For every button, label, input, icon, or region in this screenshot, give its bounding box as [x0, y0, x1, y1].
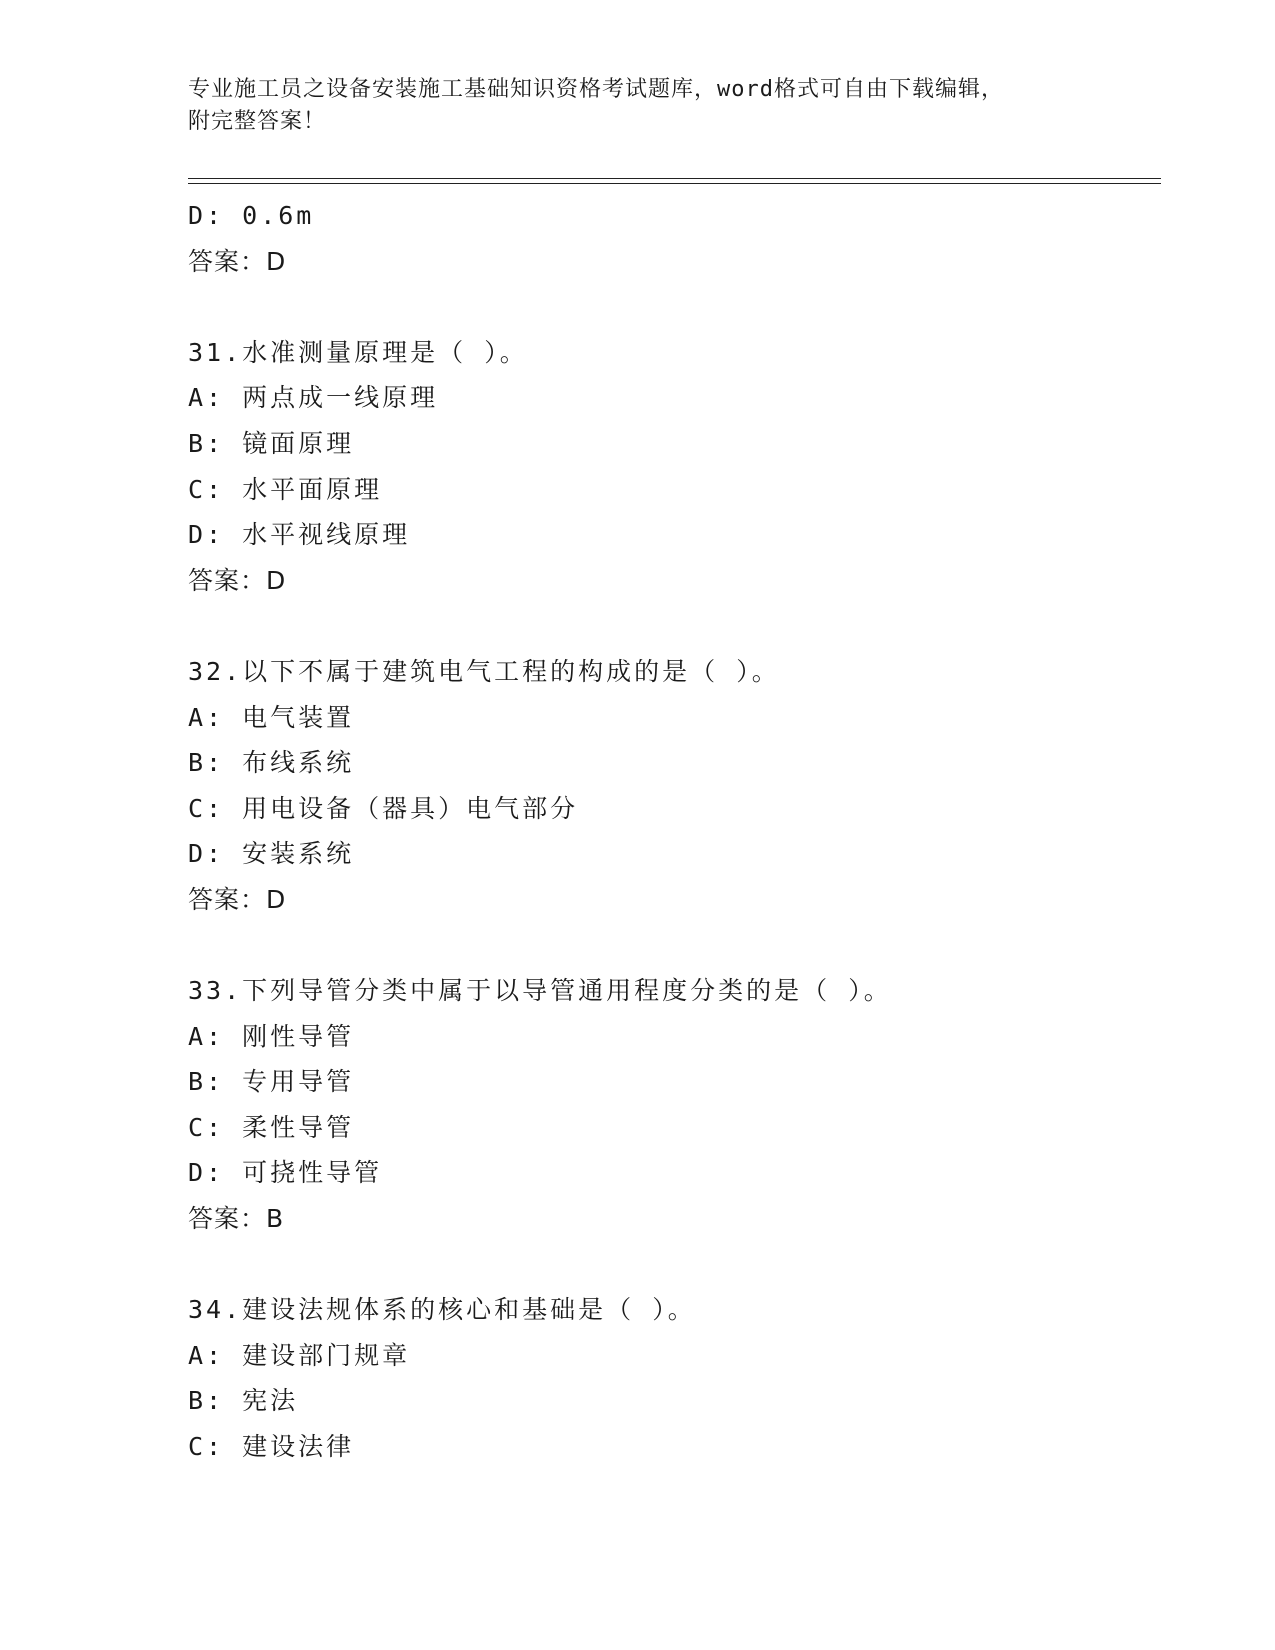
option-b: B: 镜面原理	[188, 428, 355, 458]
question-32	[188, 649, 1161, 923]
option-a: A: 建设部门规章	[188, 1340, 411, 1370]
option-a: A: 两点成一线原理	[188, 383, 439, 413]
header-divider-top	[188, 178, 1161, 179]
question-text: 34.建设法规体系的核心和基础是（ ）。	[188, 1295, 696, 1325]
option-b: B: 专用导管	[188, 1067, 355, 1097]
answer: 答案：D	[188, 565, 287, 595]
question-33	[188, 968, 1161, 1242]
question-34	[188, 1287, 1161, 1469]
option-c: C: 建设法律	[188, 1432, 355, 1462]
spacer	[188, 1242, 1161, 1288]
answer: 答案：D	[188, 884, 287, 914]
question-text: 31.水准测量原理是（ ）。	[188, 337, 528, 367]
option-b: B: 布线系统	[188, 748, 355, 778]
option-d: D: 可挠性导管	[188, 1158, 383, 1188]
option-a: A: 刚性导管	[188, 1021, 355, 1051]
header-title-line1: 专业施工员之设备安装施工基础知识资格考试题库，word格式可自由下载编辑，	[188, 77, 1004, 102]
question-text: 32.以下不属于建筑电气工程的构成的是（ ）。	[188, 656, 780, 686]
question-31	[188, 330, 1161, 604]
option-c: C: 用电设备（器具）电气部分	[188, 793, 579, 823]
option-d: D: 安装系统	[188, 839, 355, 869]
question-content	[188, 193, 1161, 1470]
answer: 答案：B	[188, 1204, 285, 1234]
prev-answer: 答案：D	[188, 246, 287, 276]
option-a: A: 电气装置	[188, 702, 355, 732]
option-c: C: 水平面原理	[188, 474, 383, 504]
spacer	[188, 603, 1161, 649]
question-text: 33.下列导管分类中属于以导管通用程度分类的是（ ）。	[188, 976, 892, 1006]
page-header	[188, 74, 1068, 138]
prev-option-d: D: 0.6m	[188, 201, 315, 230]
header-divider-bottom	[188, 183, 1161, 184]
spacer	[188, 284, 1161, 330]
option-b: B: 宪法	[188, 1386, 299, 1416]
option-c: C: 柔性导管	[188, 1112, 355, 1142]
spacer	[188, 923, 1161, 969]
option-d: D: 水平视线原理	[188, 520, 411, 550]
header-title-line2: 附完整答案！	[188, 109, 327, 134]
